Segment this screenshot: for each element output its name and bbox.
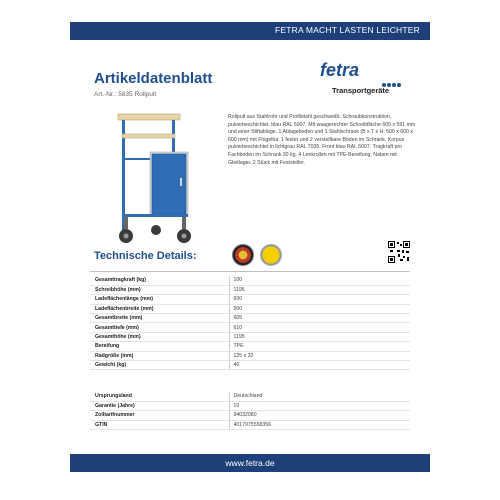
section-divider: [90, 271, 410, 272]
table-row: [90, 411, 410, 420]
table-row: [90, 401, 410, 410]
spec-value: 500: [229, 304, 410, 313]
spec-value: 4017975558356: [229, 420, 410, 429]
spec-value: Deutschland: [229, 392, 410, 401]
header-slogan: FETRA MACHT LASTEN LEICHTER: [274, 25, 420, 35]
spec-value: 1195: [229, 332, 410, 341]
table-row: [90, 285, 410, 294]
origin-table: [90, 392, 410, 430]
fetra-logo: [320, 60, 410, 100]
footer-url: www.fetra.de: [225, 458, 275, 468]
table-row: [90, 314, 410, 323]
product-image: [110, 108, 200, 248]
table-row: [90, 304, 410, 313]
spec-label: Schreibhöhe (mm): [90, 285, 229, 294]
header-band: [70, 22, 430, 40]
table-row: [90, 323, 410, 332]
table-row: [90, 351, 410, 360]
technical-details-heading: Technische Details:: [94, 250, 197, 262]
table-row: [90, 392, 410, 401]
logo-wordmark: fetra: [320, 60, 360, 80]
specs-table: [90, 276, 410, 370]
article-number: Art.-Nr.: 5835 Rollpult: [94, 91, 157, 98]
spec-label: Gesamtbreite (mm): [90, 314, 229, 323]
table-row: [90, 420, 410, 429]
table-row: [90, 361, 410, 370]
spec-label: Ladeflächenbreite (mm): [90, 304, 229, 313]
spec-value: TPE: [229, 342, 410, 351]
spec-label: GTIN: [90, 420, 229, 429]
spec-label: Ladeflächenlänge (mm): [90, 295, 229, 304]
footer-band: [70, 454, 430, 472]
spec-label: Gesamttiefe (mm): [90, 323, 229, 332]
spec-label: Gesamttragkraft (kg): [90, 276, 229, 285]
spec-value: 94032080: [229, 411, 410, 420]
spec-label: Gesamthöhe (mm): [90, 332, 229, 341]
logo-subtitle: Transportgeräte: [332, 86, 390, 95]
table-row: [90, 295, 410, 304]
qr-code-icon: [388, 241, 410, 263]
spec-label: Bereifung: [90, 342, 229, 351]
spec-value: 1195: [229, 285, 410, 294]
spec-value: 605: [229, 314, 410, 323]
spec-value: 46: [229, 361, 410, 370]
table-row: [90, 332, 410, 341]
spec-value: 10: [229, 401, 410, 410]
spec-value: 100: [229, 276, 410, 285]
page-title: Artikeldatenblatt: [94, 70, 213, 87]
spec-value: 125 x 32: [229, 351, 410, 360]
spec-value: 610: [229, 323, 410, 332]
spec-label: Gewicht (kg): [90, 361, 229, 370]
made-in-germany-badge-icon: [232, 244, 254, 266]
table-row: [90, 276, 410, 285]
spec-value: 600: [229, 295, 410, 304]
quality-seal-badge-icon: [260, 244, 282, 266]
datasheet-page: [70, 0, 430, 500]
spec-label: Zolltarifnummer: [90, 411, 229, 420]
spec-label: Ursprungsland: [90, 392, 229, 401]
table-row: [90, 342, 410, 351]
spec-label: Radgröße (mm): [90, 351, 229, 360]
product-description: Rollpult aus Stahlrohr und Profilstahl geschweißt. Schraubkonstruktion, pulverbeschichtet, blau RAL 5007. Mit waagerechter Schreibfläche 605 x 591 mm und einer Stiftablage. 1 Ablageboden und 1 Stahlschrank (B x T x H: 500 x 600 x 600 mm) mit Flügeltür. 1 fester und 2 verstellbare Böden im Schrank. Korpus pulverbeschichtet in lichtgrau RAL 7035. Front blau RAL 5007. Tragkraft pro Fachboden im Schrank 30 kg. 4 Lenkrollen mit TPE-Bereifung, Naben mit Gleitlager. 2 Stück mit Feststeller.: [228, 114, 416, 166]
spec-label: Garantie (Jahre): [90, 401, 229, 410]
